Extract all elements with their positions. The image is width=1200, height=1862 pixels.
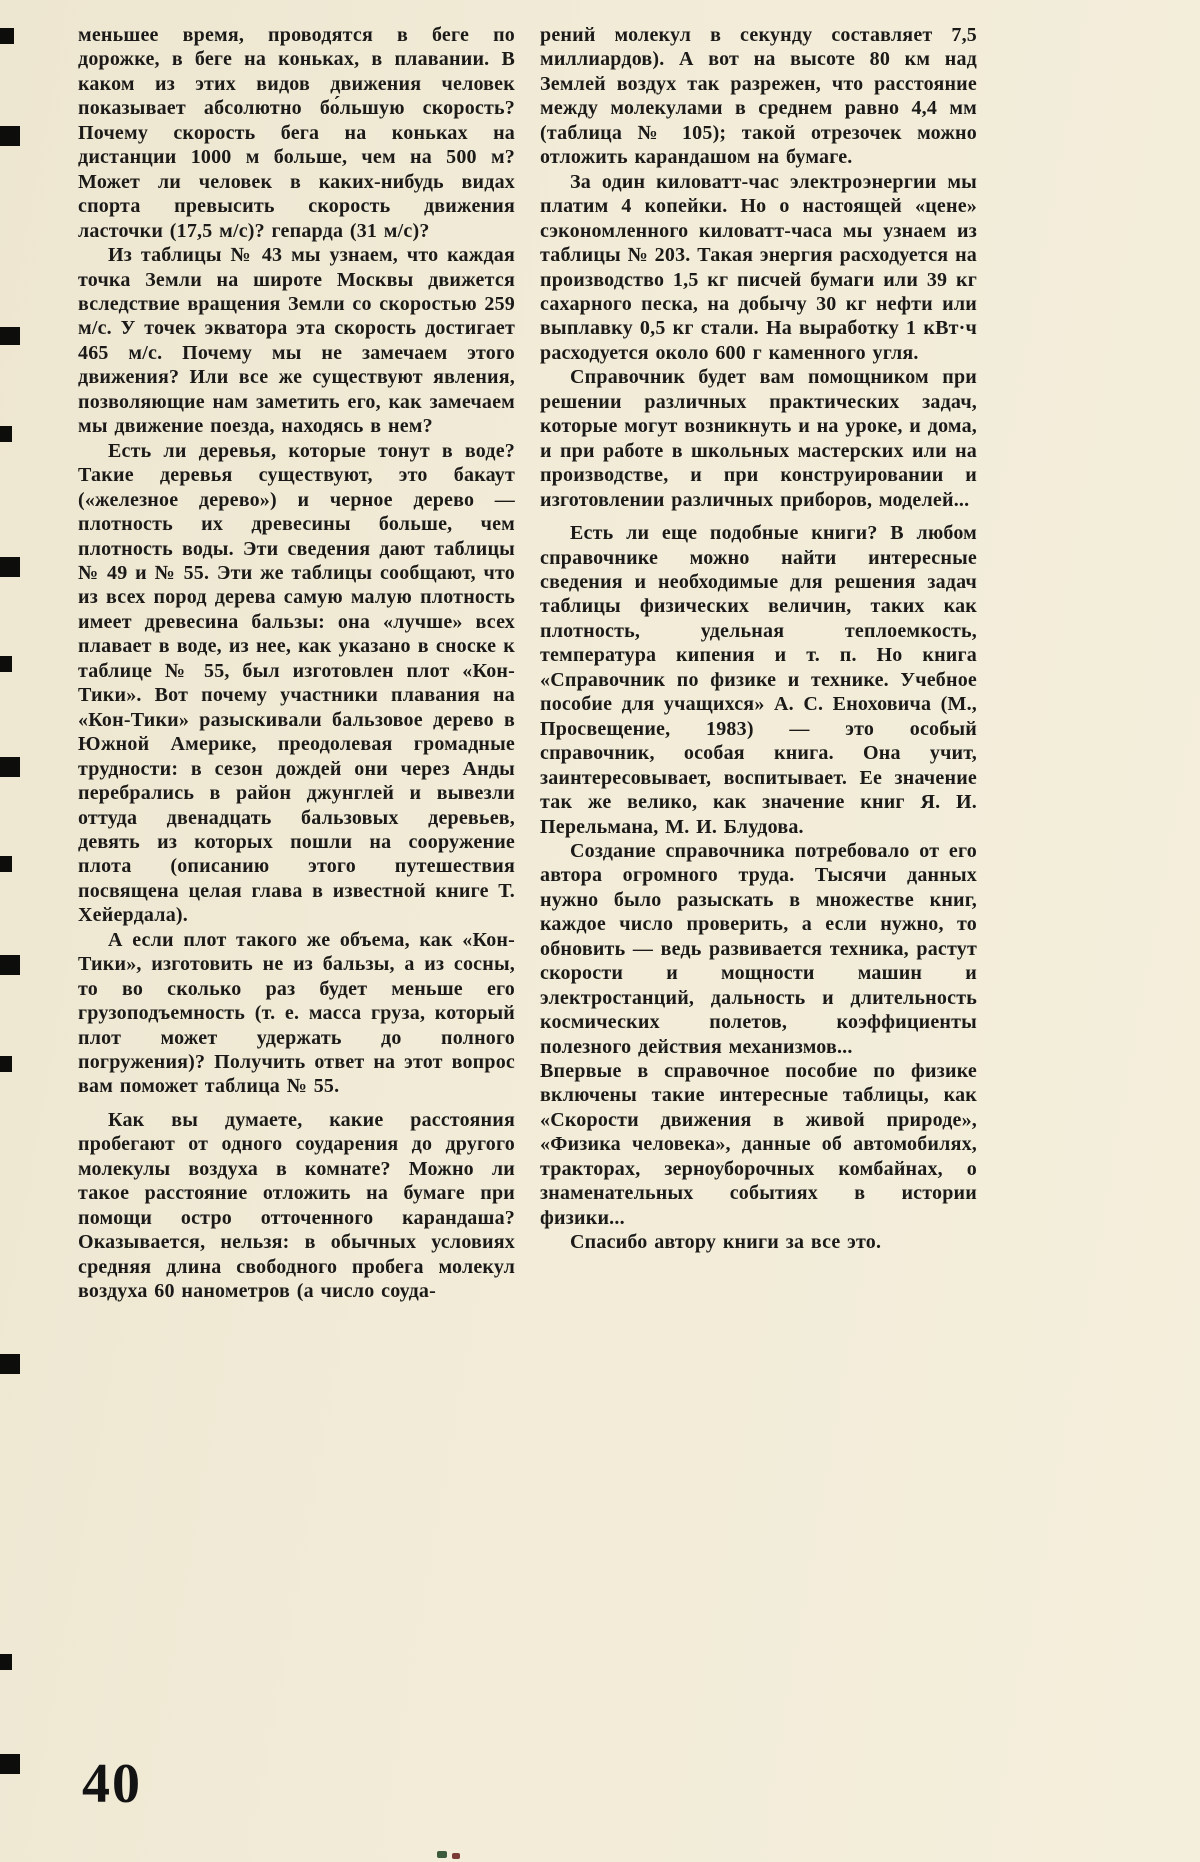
print-artifact xyxy=(437,1851,447,1858)
left-column xyxy=(78,23,515,1304)
scan-mark xyxy=(0,557,20,577)
paragraph: Спасибо автору книги за все это. xyxy=(570,1231,882,1254)
paragraph: меньшее время, проводятся в беге по дорожке, в беге на коньках, в плавании. В каком из этих видов движения человек показывает абсолютно бо́льшую скорость? Почему скорость бега на коньках на дистанции 1000 м больше, чем на 500 м? Может ли человек в каких-нибудь видах спорта превысить скорость движения ласточки (17,5 м/с)? гепарда (31 м/с)? xyxy=(78,24,515,242)
paragraph: рений молекул в секунду составляет 7,5 миллиардов). А вот на высоте 80 км над Землей воздух так разрежен, что расстояние между молекулами в среднем равно 4,4 мм (таблица № 105); такой отрезочек можно отложить карандашом на бумаге. xyxy=(540,24,977,169)
paragraph: Есть ли еще подобные книги? В любом справочнике можно найти интересные сведения и необходимые для решения задач таблицы физических величин, таких как плотность, удельная теплоемкость, температура кипения и т. п. Но книга «Справочник по физике и технике. Учебное пособие для учащихся» А. С. Еноховича (М., Просвещение, 1983) — это особый справочник, особая книга. Она учит, заинтересовывает, воспитывает. Ее значение так же велико, как значение книг Я. И. Перельмана, М. И. Блудова. xyxy=(540,522,977,838)
right-column xyxy=(540,23,977,1255)
page-number: 40 xyxy=(82,1753,142,1815)
scan-mark xyxy=(0,856,12,872)
scan-mark xyxy=(0,426,12,442)
paragraph: Впервые в справочное пособие по физике включены такие интересные таблицы, как «Скорости движения в живой природе», «Физика человека», данные об автомобилях, тракторах, зерноуборочных комбайнах, о знаменательных событиях в истории физики... xyxy=(540,1060,977,1229)
scan-mark xyxy=(0,28,14,44)
paragraph: Создание справочника потребовало от его автора огромного труда. Тысячи данных нужно было разыскать в множестве книг, каждое число проверить, а если нужно, то обновить — ведь развивается техника, растут скорости и мощности машин и электростанций, дальность и длительность космических полетов, коэффициенты полезного действия механизмов... xyxy=(540,839,977,1058)
scan-mark xyxy=(0,656,12,672)
paragraph: Есть ли деревья, которые тонут в воде? Такие деревья существуют, это бакаут («железное дерево») и черное дерево — плотность их древесины больше, чем плотность воды. Эти сведения дают таблицы № 49 и № 55. Эти же таблицы сообщают, что из всех пород дерева самую малую плотность имеет древесина бальзы: она «лучше» всех плавает в воде, из нее, как указано в сноске к таблице № 55, был изготовлен плот «Кон-Тики». Вот почему участники плавания на «Кон-Тики» разыскивали бальзовое дерево в Южной Америке, преодолевая громадные трудности: в сезон дождей они через Анды перебрались в район джунглей и вывезли оттуда двенадцать бальзовых деревьев, девять из которых пошли на сооружение плота (описанию этого путешествия посвящена целая глава в известной книге Т. Хейердала). xyxy=(78,439,515,927)
scan-mark xyxy=(0,1754,20,1774)
scan-mark xyxy=(0,1654,12,1670)
paragraph: Как вы думаете, какие расстояния пробегают от одного соударения до другого молекулы воздуха в комнате? Можно ли такое расстояние отложить на бумаге при помощи остро отточенного карандаша? Оказывается, нельзя: в обычных условиях средняя длина свободного пробега молекул воздуха 60 нанометров (а число соуда- xyxy=(78,1108,515,1303)
scan-mark xyxy=(0,327,20,345)
scan-mark xyxy=(0,955,20,975)
paragraph: А если плот такого же объема, как «Кон-Тики», изготовить не из бальзы, а из сосны, то во сколько раз будет меньше его грузоподъемность (т. е. масса груза, который плот может удержать до полного погружения)? Получить ответ на этот вопрос вам поможет таблица № 55. xyxy=(78,928,515,1098)
scan-mark xyxy=(0,1354,20,1374)
scan-mark xyxy=(0,757,20,777)
paragraph: За один киловатт-час электроэнергии мы платим 4 копейки. Но о настоящей «цене» сэкономленного киловатт-часа мы узнаем из таблицы № 203. Такая энергия расходуется на производство 1,5 кг писчей бумаги или 39 кг сахарного песка, на добычу 30 кг нефти или выплавку 0,5 кг стали. На выработку 1 кВт·ч расходуется около 600 г каменного угля. xyxy=(540,170,977,364)
scan-mark xyxy=(0,126,20,146)
paragraph: Справочник будет вам помощником при решении различных практических задач, которые могут возникнуть и на уроке, и дома, и при работе в школьных мастерских или на производстве, и при конструировании и изготовлении различных приборов, моделей... xyxy=(540,366,977,511)
paragraph: Из таблицы № 43 мы узнаем, что каждая точка Земли на широте Москвы движется вследствие вращения Земли со скоростью 259 м/с. У точек экватора эта скорость достигает 465 м/с. Почему мы не замечаем этого движения? Или все же существуют явления, позволяющие нам заметить его, как замечаем мы движение поезда, находясь в нем? xyxy=(78,244,515,438)
print-artifact xyxy=(452,1853,460,1859)
scan-mark xyxy=(0,1056,12,1072)
